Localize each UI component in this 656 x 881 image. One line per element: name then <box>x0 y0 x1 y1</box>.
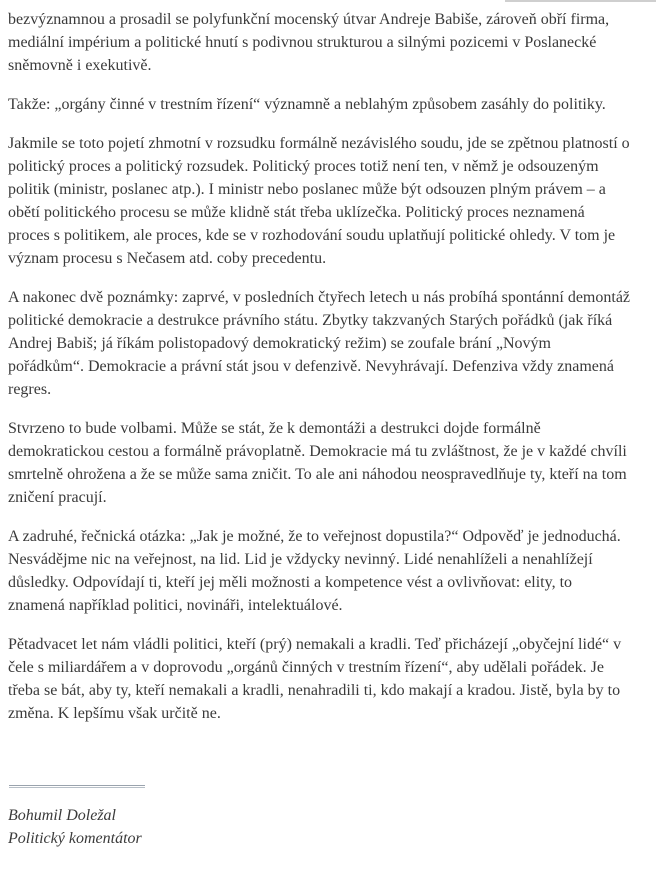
article-paragraph: Takže: „orgány činné v trestním řízení“ významně a neblahým způsobem zasáhly do politiky. <box>8 96 606 113</box>
article-paragraph: A nakonec dvě poznámky: zaprvé, v posledních čtyřech letech u nás probíhá spontánní demontáž politické demokracie a destrukce právního státu. Zbytky takzvaných Starých pořádků (jak říká Andrej Babiš; já říkám polistopadový demokratický režim) se zoufale brání „Novým pořádkům“. Demokracie a právní stát jsou v defenzivě. Nevyhrávají. Defenziva vždy znamená regres. <box>8 289 631 398</box>
cropped-top-edge-line <box>505 0 656 2</box>
article-paragraph: Stvrzeno to bude volbami. Může se stát, že k demontáži a destrukci dojde formálně demokratickou cestou a formálně právoplatně. Demokracie má tu zvláštnost, že je v každé chvíli smrtelně ohrožena a že se může sama zničit. To ale ani náhodou neospravedlňuje ty, kteří na tom zničení pracují. <box>8 420 627 506</box>
article-paragraph: A zadruhé, řečnická otázka: „Jak je možné, že to veřejnost dopustila?“ Odpověď je jednoduchá. Nesvádějme nic na veřejnost, na lid. Lid je vždycky nevinný. Lidé nenahlíželi a nenahlížejí důsledky. Odpovídají ti, kteří jej měli možnosti a kompetence vést a ovlivňovat: elity, to znamená například politici, novináři, intelektuálové. <box>8 528 621 614</box>
article-paragraph: bezvýznamnou a prosadil se polyfunkční mocenský útvar Andreje Babiše, zároveň obří firma, mediální impérium a politické hnutí s podivnou strukturou a silnými pozicemi v Poslanecké sněmovně i exekutivě. <box>8 11 610 74</box>
article-paragraph: Pětadvacet let nám vládli politici, kteří (prý) nemakali a kradli. Teď přicházejí „obyčejní lidé“ v čele s miliardářem a v doprovodu „orgánů činných v trestním řízení“, aby udělali pořádek. Je třeba se bát, aby ty, kteří nemakali a kradli, nenahradili ti, kdo makají a kradou. Jistě, byla by to změna. K lepšímu však určitě ne. <box>8 636 622 722</box>
signature-name: Bohumil Doležal <box>8 807 116 824</box>
signature-divider <box>9 785 145 788</box>
signature-block <box>8 804 630 850</box>
article-paragraph: Jakmile se toto pojetí zhmotní v rozsudku formálně nezávislého soudu, jde se zpětnou platností o politický proces a politický rozsudek. Politický proces totiž není ten, v němž je odsouzeným politik (ministr, poslanec atp.). I ministr nebo poslanec může být odsouzen plným právem – a obětí politického procesu se může klidně stát třeba uklízečka. Politický proces neznamená proces s politikem, ale proces, kde se v rozhodování soudu uplatňují politické ohledy. V tom je význam procesu s Nečasem atd. coby precedentu. <box>8 135 630 267</box>
signature-role: Politický komentátor <box>8 830 142 847</box>
